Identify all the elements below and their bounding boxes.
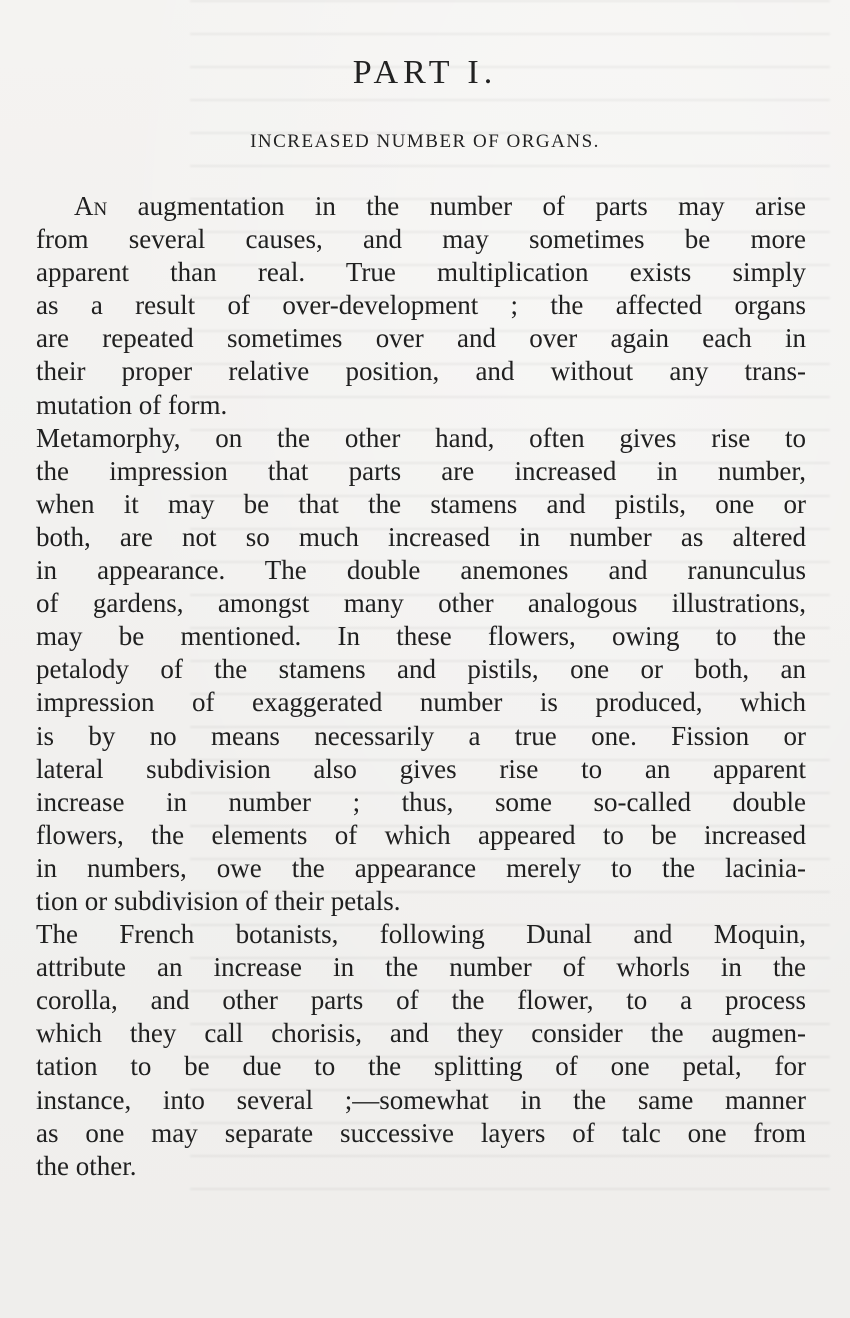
text-line: mutation of form.: [36, 389, 228, 420]
paragraph: [36, 190, 806, 422]
text-line: which they call chorisis, and they consider the augmen-: [36, 1018, 806, 1049]
text-line: tion or subdivision of their petals.: [36, 885, 401, 916]
paragraph: [36, 422, 806, 918]
text-line: apparent than real. True multiplication exists simply: [36, 257, 806, 288]
text-line: tation to be due to the splitting of one petal, for: [36, 1051, 806, 1082]
text-line: lateral subdivision also gives rise to an apparent: [36, 753, 806, 784]
text-line: the impression that parts are increased in number,: [36, 455, 806, 486]
text-line: attribute an increase in the number of whorls in the: [36, 952, 806, 983]
text-line: An augmentation in the number of parts may arise: [74, 191, 806, 221]
text-line: are repeated sometimes over and over again each in: [36, 323, 806, 354]
text-line: in numbers, owe the appearance merely to the lacinia-: [36, 852, 806, 883]
text-line: their proper relative position, and without any trans-: [36, 356, 806, 387]
text-line: is by no means necessarily a true one. Fission or: [36, 720, 806, 751]
part-title: PART I.: [352, 54, 498, 91]
text-line: corolla, and other parts of the flower, to a process: [36, 985, 806, 1016]
paragraph: [36, 918, 806, 1183]
text-line: both, are not so much increased in number as altered: [36, 521, 806, 552]
text-line: instance, into several ;—somewhat in the same manner: [36, 1084, 806, 1115]
text-line: from several causes, and may sometimes be more: [36, 224, 806, 255]
text-line: impression of exaggerated number is produced, which: [36, 687, 806, 718]
text-line: of gardens, amongst many other analogous illustrations,: [36, 588, 806, 619]
section-title: INCREASED NUMBER OF ORGANS.: [250, 131, 600, 152]
text-line: as one may separate successive layers of talc one from: [36, 1117, 806, 1148]
text-line: The French botanists, following Dunal and Moquin,: [36, 919, 806, 950]
body-text: [36, 190, 806, 1183]
text-line: may be mentioned. In these flowers, owing to the: [36, 621, 806, 652]
text-line: in appearance. The double anemones and ranunculus: [36, 555, 806, 586]
text-line: Metamorphy, on the other hand, often gives rise to: [36, 422, 806, 453]
text-line: increase in number ; thus, some so-called double: [36, 786, 806, 817]
text-line: petalody of the stamens and pistils, one or both, an: [36, 654, 806, 685]
text-line: the other.: [36, 1150, 137, 1181]
text-line: as a result of over-development ; the affected organs: [36, 290, 806, 321]
text-line: when it may be that the stamens and pistils, one or: [36, 488, 806, 519]
drop-lead: An: [74, 191, 108, 221]
text-line: flowers, the elements of which appeared to be increased: [36, 819, 806, 850]
